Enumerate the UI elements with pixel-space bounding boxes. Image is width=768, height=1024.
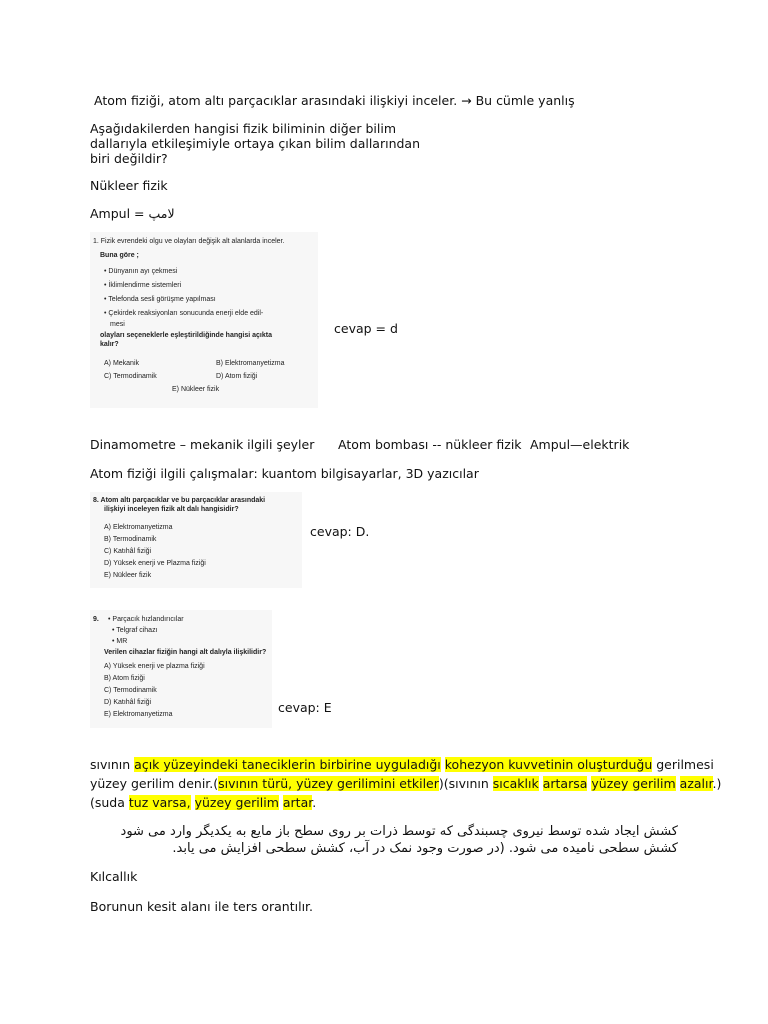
q1-stem: 1. Fizik evrendeki olgu ve olayları değişik alt alanlarda inceler. xyxy=(93,238,285,245)
paragraph-line-1 xyxy=(90,757,714,772)
q8-option: E) Nükleer fizik xyxy=(104,572,152,579)
question-8-image xyxy=(90,492,302,588)
q9-option: D) Katıhâl fiziği xyxy=(104,699,152,706)
q8-option: A) Elektromanyetizma xyxy=(104,524,173,531)
cevap-9: cevap: E xyxy=(278,700,332,715)
dinamometre-note: Dinamometre – mekanik ilgili şeyler xyxy=(90,437,315,452)
q1-item-cont: mesi xyxy=(110,321,125,328)
kilcallik-heading: Kılcallık xyxy=(90,869,138,884)
q8-option: B) Termodinamik xyxy=(104,536,157,543)
paragraph-line-3 xyxy=(90,795,316,810)
cevap-1: cevap = d xyxy=(334,321,398,336)
highlight-run: sıcaklık xyxy=(492,776,539,791)
question-line-3: biri değildir? xyxy=(90,151,168,166)
q9-option: B) Atom fiziği xyxy=(104,675,145,682)
text-run: (suda xyxy=(90,795,129,810)
q1-buna: Buna göre ; xyxy=(100,252,139,259)
borunun-note: Borunun kesit alanı ile ters orantılır. xyxy=(90,899,314,914)
question-1-image xyxy=(90,232,318,408)
q1-option-e: E) Nükleer fizik xyxy=(172,386,220,393)
q1-item: • Dünyanın ayı çekmesi xyxy=(104,268,178,275)
ampul-label: Ampul = xyxy=(90,206,145,221)
cevap-8: cevap: D. xyxy=(310,524,370,539)
text-run: . xyxy=(312,795,317,810)
highlight-run: yüzey gerilim xyxy=(591,776,676,791)
text-run: )(sıvının xyxy=(438,776,493,791)
paragraph-line-2 xyxy=(90,776,721,791)
persian-line-2: کشش سطحی نامیده می شود. (در صورت وجود نمک در آب، کشش سطحی افزایش می یابد. xyxy=(172,841,678,856)
highlight-run: tuz varsa, xyxy=(128,795,191,810)
highlight-run: yüzey gerilim xyxy=(194,795,279,810)
question-line-1: Aşağıdakilerden hangisi fizik biliminin diğer bilim xyxy=(90,121,396,136)
statement-line: Atom fiziği, atom altı parçacıklar arasındaki ilişkiyi inceler. → Bu cümle yanlış xyxy=(94,93,575,108)
q8-option: D) Yüksek enerji ve Plazma fiziği xyxy=(104,560,206,567)
q8-stem-2: ilişkiyi inceleyen fizik alt dalı hangisidir? xyxy=(104,506,239,513)
ampul-line xyxy=(90,206,175,221)
q1-option-d: D) Atom fiziği xyxy=(216,373,258,380)
q9-option: A) Yüksek enerji ve plazma fiziği xyxy=(104,663,205,670)
q9-item: • Parçacık hızlandırıcılar xyxy=(108,616,184,623)
text-run: .) xyxy=(712,776,722,791)
atom-fizigi-calismalar: Atom fiziği ilgili çalışmalar: kuantom bilgisayarlar, 3D yazıcılar xyxy=(90,466,479,481)
q8-option: C) Katıhâl fiziği xyxy=(104,548,152,555)
q1-option-a: A) Mekanik xyxy=(104,360,140,367)
q1-ask-2: kalır? xyxy=(100,341,119,348)
q9-item: • Telgraf cihazı xyxy=(112,627,158,634)
q9-ask: Verilen cihazlar fiziğin hangi alt dalıyla ilişkilidir? xyxy=(104,649,267,656)
q1-option-b: B) Elektromanyetizma xyxy=(216,360,285,367)
highlight-run: açık yüzeyindeki taneciklerin birbirine uyguladığı xyxy=(134,757,441,772)
persian-line-1: کشش ایجاد شده توسط نیروی چسبندگی که توسط ذرات بر روی سطح باز مایع به یکدیگر وارد می شود xyxy=(120,824,678,839)
text-run: sıvının xyxy=(90,757,135,772)
answer-nukleer: Nükleer fizik xyxy=(90,178,168,193)
q1-item: • Çekirdek reaksiyonları sonucunda enerji elde edil- xyxy=(104,310,264,317)
highlight-run: artar xyxy=(282,795,313,810)
text-run: yüzey gerilim denir.( xyxy=(90,776,219,791)
q1-item: • Telefonda sesli görüşme yapılması xyxy=(104,296,216,303)
q8-stem-1: 8. Atom altı parçacıklar ve bu parçacıklar arasındaki xyxy=(93,497,266,504)
highlight-run: kohezyon kuvvetinin oluşturduğu xyxy=(444,757,653,772)
q1-item: • İklimlendirme sistemleri xyxy=(104,282,182,289)
q9-item: • MR xyxy=(112,638,128,645)
highlight-run: sıvının türü, yüzey gerilimini etkiler xyxy=(218,776,439,791)
text-run: gerilmesi xyxy=(652,757,714,772)
highlight-run: artarsa xyxy=(542,776,588,791)
q9-number: 9. xyxy=(93,616,99,623)
q9-option: E) Elektromanyetizma xyxy=(104,711,173,718)
q9-option: C) Termodinamik xyxy=(104,687,157,694)
ampul-persian: لامپ xyxy=(148,206,175,221)
question-9-image xyxy=(90,610,272,728)
ampul-elektrik-note: Ampul—elektrik xyxy=(530,437,630,452)
q1-option-c: C) Termodinamik xyxy=(104,373,157,380)
highlight-run: azalır xyxy=(679,776,713,791)
atom-bombasi-note: Atom bombası -- nükleer fizik xyxy=(338,437,522,452)
text-run xyxy=(191,795,195,810)
q1-ask-1: olayları seçeneklerle eşleştirildiğinde hangisi açıkta xyxy=(100,332,272,339)
question-line-2: dallarıyla etkileşimiyle ortaya çıkan bilim dallarından xyxy=(90,136,421,151)
